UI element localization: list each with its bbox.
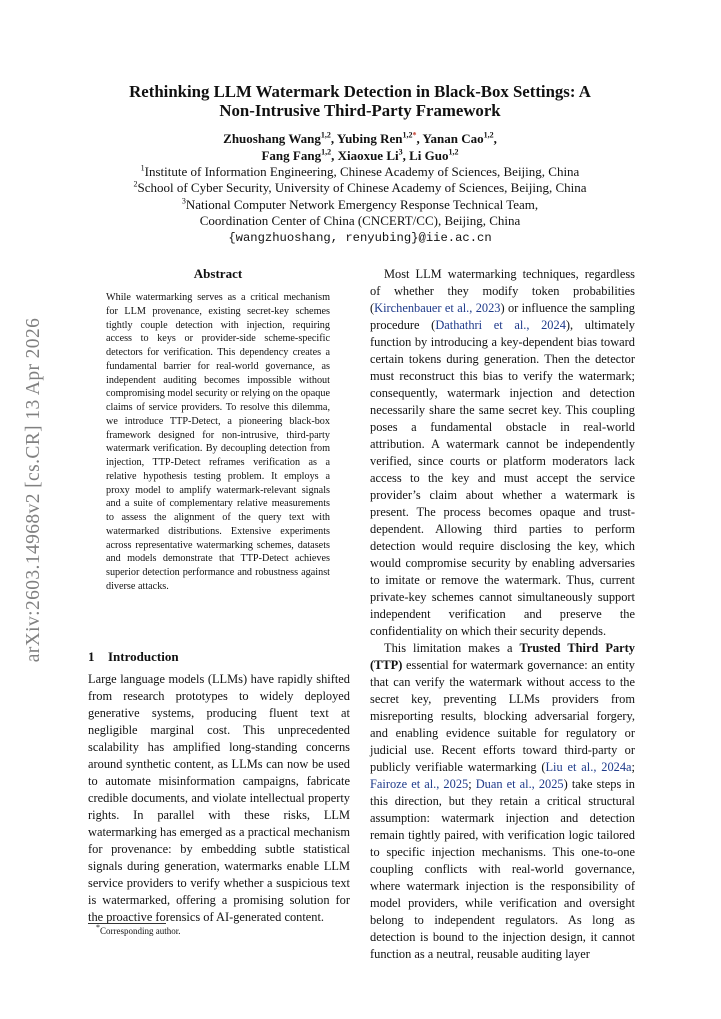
citation-link[interactable]: Liu et al., 2024a	[545, 760, 632, 774]
affiliation-3-cont: Coordination Center of China (CNCERT/CC), Beijing, China	[199, 213, 521, 229]
author-list	[100, 130, 620, 164]
citation-link[interactable]: Kirchenbauer et al., 2023	[374, 301, 501, 315]
abstract-heading: Abstract	[193, 266, 243, 281]
affiliation-1: $^1$Institute of Information Engineering, Chinese Academy of Sciences, Beijing, China	[140, 163, 580, 179]
affiliations	[80, 164, 640, 246]
author-line-2	[100, 147, 620, 164]
author-sep: ,	[330, 131, 337, 146]
author-affil-sup: 1,2	[320, 130, 331, 140]
author-affil-sup: 1,2	[448, 147, 459, 157]
arxiv-sidebar	[14, 300, 54, 680]
paragraph-2: This limitation makes a Trusted Third Party (TTP) essential for watermark governance: an entity that can verify the watermark without access to the secret key, preventing LLMs providers from misreporting results, blocking adversarial forgery, and enabling evidence suitable for regulatory or judicial use. Recent efforts toward third-party or publicly verifiable watermarking (Liu et al., 2024a; Fairoze et al., 2025; Duan et al., 2025) take steps in this direction, but they retain a critical structural assumption: watermark injection and detection remain tightly paired, with verification logic tailored to specific injection mechanisms. This one-to-one coupling conflicts with real-world governance, where watermark injection is the responsibility of model providers, while verification and oversight belong to independent regulators. As long as detection is bound to the injection design, it cannot function as a neutral, reusable auditing layer	[370, 641, 635, 961]
author-name: Fang Fang	[261, 148, 322, 163]
author-name: Zhuoshang Wang	[223, 131, 321, 146]
footnote-mark: *	[96, 923, 100, 932]
title-line-2: Non-Intrusive Third-Party Framework	[219, 101, 501, 120]
author-name: Yubing Ren	[336, 131, 403, 146]
author-sep: ,	[416, 131, 423, 146]
abstract-text: While watermarking serves as a critical mechanism for LLM provenance, existing secret-key schemes tightly couple detection with injection, requiring access to keys or provider-side scheme-specific detectors for verification. This dependency creates a fundamental barrier for real-world governance, as independent auditing becomes impossible without compromising model security or relying on the opaque claims of service providers. To resolve this dilemma, we introduce TTP-Detect, a pioneering black-box framework designed for non-intrusive, third-party watermark verification. By decoupling detection from injection, TTP-Detect reframes verification as a relative hypothesis testing problem. It employs a proxy model to amplify watermark-relevant signals and a suite of complementary relative measurements to assess the alignment of the query text with watermarked distributions. Extensive experiments across representative watermarking schemes, datasets and models demonstrate that TTP-Detect achieves superior detection performance and robustness against diverse attacks.	[106, 292, 330, 592]
citation-link[interactable]: Fairoze et al., 2025	[370, 777, 469, 791]
author-name: Yanan Cao	[422, 131, 484, 146]
bold-term: Trusted Third Party (TTP)	[370, 641, 635, 672]
citation-link[interactable]: Dathathri et al., 2024	[435, 318, 566, 332]
author-sep: ,	[331, 148, 338, 163]
paper-title	[100, 82, 620, 120]
section-heading	[88, 649, 179, 665]
author-affil-sup: 1,2	[483, 130, 494, 140]
corresponding-star: *	[412, 130, 417, 140]
author-affil-sup: 3	[398, 147, 403, 157]
author-affil-sup: 1,2*	[402, 130, 417, 140]
footnote: *Corresponding author.	[96, 923, 181, 936]
intro-paragraph: Large language models (LLMs) have rapidly shifted from research prototypes to widely deployed generative systems, producing fluent text at negligible marginal cost. This unprecedented scalability has amplified long-standing concerns around synthetic content, as LLMs can now be used to automate misinformation campaigns, fabricate credible documents, and violate intellectual property rights. In parallel with these risks, LLM watermarking has emerged as a practical mechanism for provenance: by embedding subtle statistical signals during generation, watermarks enable LLM service providers to verify whether a suspicious text is watermarked, offering a promising solution for the proactive forensics of AI-generated content.	[88, 672, 350, 924]
arxiv-identifier: arXiv:2603.14968v2 [cs.CR] 13 Apr 2026	[23, 317, 44, 663]
author-name: Xiaoxue Li	[337, 148, 399, 163]
author-line-1	[100, 130, 620, 147]
paragraph-1: Most LLM watermarking techniques, regardless of whether they modify token probabilities (Kirchenbauer et al., 2023) or influence the sampling procedure (Dathathri et al., 2024), ultimately function by introducing a key-dependent bias toward certain tokens during generation. Then the detector must reconstruct this bias to verify the watermark; consequently, watermark injection and detection necessarily share the same secret key. This coupling poses a fundamental obstacle in real-world attribution. A watermark cannot be independently verified, since courts or platform moderators lack access to the key and must accept the service provider’s claim about whether a watermark is present. The process becomes opaque and trust-dependent. Allowing third parties to perform detection would require disclosing the key, which would compromise security by enabling adversaries to imitate or remove the watermark. Thus, current private-key schemes cannot simultaneously support independent verification and preserve the confidentiality on which their security depends.	[370, 267, 635, 638]
author-sep: ,	[402, 148, 410, 163]
title-line-1: Rethinking LLM Watermark Detection in Black-Box Settings: A	[129, 82, 591, 101]
author-name: Li Guo	[409, 148, 449, 163]
citation-link[interactable]: Duan et al., 2025	[475, 777, 564, 791]
author-email: {wangzhuoshang, renyubing}@iie.ac.cn	[228, 230, 492, 245]
affiliation-2: $^2$School of Cyber Security, University of Chinese Academy of Sciences, Beijing, China	[133, 180, 587, 196]
section-number: 1	[88, 649, 95, 664]
section-title: Introduction	[108, 649, 179, 664]
affiliation-3: $^3$National Computer Network Emergency Response Technical Team,	[181, 196, 539, 212]
right-column	[370, 266, 635, 963]
author-affil-sup: 1,2	[321, 147, 332, 157]
author-sep: ,	[493, 131, 497, 146]
